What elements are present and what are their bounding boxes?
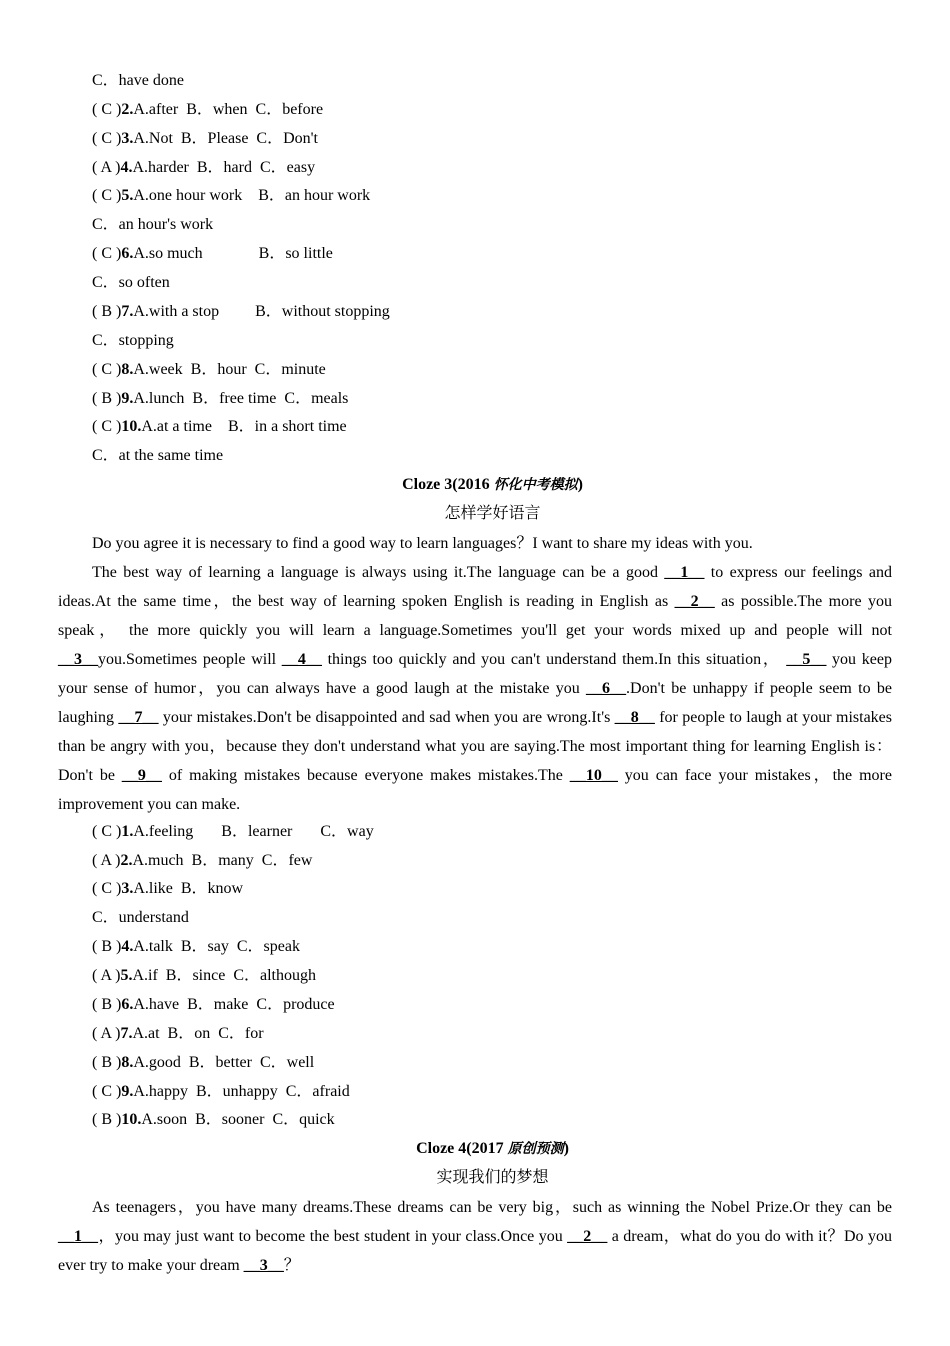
question-item xyxy=(92,360,326,380)
question-number: 8. xyxy=(121,361,134,378)
question-choices: A.week B．hour C．minute xyxy=(133,361,326,378)
question-item xyxy=(92,851,312,871)
blank: __10__ xyxy=(569,767,618,784)
blank: __9__ xyxy=(121,767,162,784)
answer-mark: ( C ) xyxy=(92,1083,122,1100)
question-item xyxy=(92,966,316,986)
question-choices: A.at B．on C．for xyxy=(132,1025,264,1042)
answer-mark: ( A ) xyxy=(92,159,121,176)
option-line: C．an hour's work xyxy=(92,216,214,233)
question-number: 6. xyxy=(121,245,134,262)
question-item xyxy=(92,1053,314,1073)
question-number: 2. xyxy=(121,101,134,118)
question-item xyxy=(92,302,390,322)
question-item xyxy=(92,100,323,120)
question-number: 4. xyxy=(120,159,133,176)
answer-mark: ( A ) xyxy=(92,967,121,984)
answer-mark: ( B ) xyxy=(92,303,122,320)
option-line: C．understand xyxy=(92,909,189,926)
blank: __7__ xyxy=(118,709,159,726)
question-number: 8. xyxy=(121,1054,134,1071)
question-number: 10. xyxy=(121,1111,142,1128)
question-item xyxy=(92,822,374,842)
question-item xyxy=(92,244,333,264)
question-item xyxy=(92,937,300,957)
question-number: 1. xyxy=(121,823,134,840)
question-item xyxy=(92,389,348,409)
answer-mark: ( B ) xyxy=(92,938,122,955)
question-item xyxy=(92,995,335,1015)
option-line: C．so often xyxy=(92,274,170,291)
answer-mark: ( C ) xyxy=(92,361,122,378)
question-choices: A.so much B．so little xyxy=(133,245,333,262)
question-choices: A.lunch B．free time C．meals xyxy=(133,390,349,407)
question-item xyxy=(92,1082,350,1102)
question-number: 10. xyxy=(121,418,142,435)
question-item xyxy=(92,1024,264,1044)
question-choices: A.happy B．unhappy C．afraid xyxy=(133,1083,350,1100)
blank: __1__ xyxy=(664,564,705,581)
blank: __4__ xyxy=(281,651,322,668)
section-subtitle: 实现我们的梦想 xyxy=(436,1169,549,1186)
question-choices: A.have B．make C．produce xyxy=(133,996,335,1013)
question-number: 9. xyxy=(121,390,134,407)
answer-mark: ( C ) xyxy=(92,880,122,897)
question-number: 9. xyxy=(121,1083,134,1100)
section-subtitle: 怎样学好语言 xyxy=(444,505,541,522)
section-title: Cloze 4(2017 原创预测) xyxy=(416,1140,569,1157)
answer-mark: ( A ) xyxy=(92,1025,121,1042)
question-choices: A.at a time B．in a short time xyxy=(141,418,347,435)
question-item xyxy=(92,1110,335,1130)
question-choices: A.one hour work B．an hour work xyxy=(133,187,371,204)
question-number: 3. xyxy=(121,130,134,147)
passage-paragraph: As teenagers，you have many dreams.These dreams can be very big，such as winning the Nobel Prize.Or they can be __1__，you may just want to become the best student in your class.Once you __2__ a dream，what do you do with it？Do you ever try to make your dream __3__？ xyxy=(58,1199,892,1274)
answer-mark: ( B ) xyxy=(92,996,122,1013)
answer-mark: ( C ) xyxy=(92,245,122,262)
question-choices: A.with a stop B．without stopping xyxy=(133,303,390,320)
passage xyxy=(58,529,892,819)
question-number: 6. xyxy=(121,996,134,1013)
question-choices: A.after B．when C．before xyxy=(133,101,324,118)
question-number: 7. xyxy=(120,1025,133,1042)
option-line: C．at the same time xyxy=(92,447,224,464)
option-line: C．have done xyxy=(92,72,184,89)
question-item xyxy=(92,158,315,178)
question-choices: A.harder B．hard C．easy xyxy=(132,159,316,176)
blank: __8__ xyxy=(614,709,655,726)
blank: __3__ xyxy=(58,651,98,668)
question-choices: A.soon B．sooner C．quick xyxy=(141,1111,335,1128)
question-number: 5. xyxy=(121,187,134,204)
answer-mark: ( C ) xyxy=(92,101,122,118)
question-number: 5. xyxy=(120,967,133,984)
question-choices: A.feeling B．learner C．way xyxy=(133,823,374,840)
blank: __2__ xyxy=(674,593,715,610)
question-item xyxy=(92,186,370,206)
question-item xyxy=(92,879,243,899)
question-number: 7. xyxy=(121,303,134,320)
question-choices: A.if B．since C．although xyxy=(132,967,316,984)
option-line: C．stopping xyxy=(92,332,174,349)
answer-mark: ( B ) xyxy=(92,1111,122,1128)
question-number: 2. xyxy=(120,852,133,869)
blank: __5__ xyxy=(786,651,827,668)
passage xyxy=(58,1193,892,1280)
answer-mark: ( B ) xyxy=(92,1054,122,1071)
question-choices: A.talk B．say C．speak xyxy=(133,938,300,955)
question-choices: A.good B．better C．well xyxy=(133,1054,315,1071)
question-choices: A.like B．know xyxy=(133,880,244,897)
question-item xyxy=(92,129,318,149)
answer-mark: ( B ) xyxy=(92,390,122,407)
question-item xyxy=(92,417,347,437)
answer-mark: ( A ) xyxy=(92,852,121,869)
question-choices: A.Not B．Please C．Don't xyxy=(133,130,318,147)
answer-mark: ( C ) xyxy=(92,418,122,435)
question-number: 3. xyxy=(121,880,134,897)
answer-mark: ( C ) xyxy=(92,187,122,204)
question-number: 4. xyxy=(121,938,134,955)
section-title: Cloze 3(2016 怀化中考模拟) xyxy=(402,476,583,493)
passage-paragraph: Do you agree it is necessary to find a good way to learn languages？I want to share my ideas with you. xyxy=(92,535,753,552)
passage-paragraph: The best way of learning a language is always using it.The language can be a good __1__ to express our feelings and ideas.At the same time，the best way of learning spoken English is reading in English as __2__ as possible.The more you speak， the more quickly you will learn a language.Sometimes you'll get your words mixed up and people will not __3__you.Sometimes people will __4__ things too quickly and you can't understand them.In this situation， __5__ you keep your sense of humor，you can always have a good laugh at the mistake you __6__.Don't be unhappy if people seem to be laughing __7__ your mistakes.Don't be disappointed and sad when you are wrong.It's __8__ for people to laugh at your mistakes than be angry with you，because they don't understand what you are saying.The most important thing for learning English is：Don't be __9__ of making mistakes because everyone makes mistakes.The __10__ you can face your mistakes，the more improvement you can make. xyxy=(58,564,892,813)
blank: __6__ xyxy=(586,680,627,697)
answer-mark: ( C ) xyxy=(92,823,122,840)
blank: __1__ xyxy=(58,1228,98,1245)
blank: __2__ xyxy=(567,1228,608,1245)
answer-mark: ( C ) xyxy=(92,130,122,147)
question-choices: A.much B．many C．few xyxy=(132,852,313,869)
blank: __3__ xyxy=(243,1257,284,1274)
